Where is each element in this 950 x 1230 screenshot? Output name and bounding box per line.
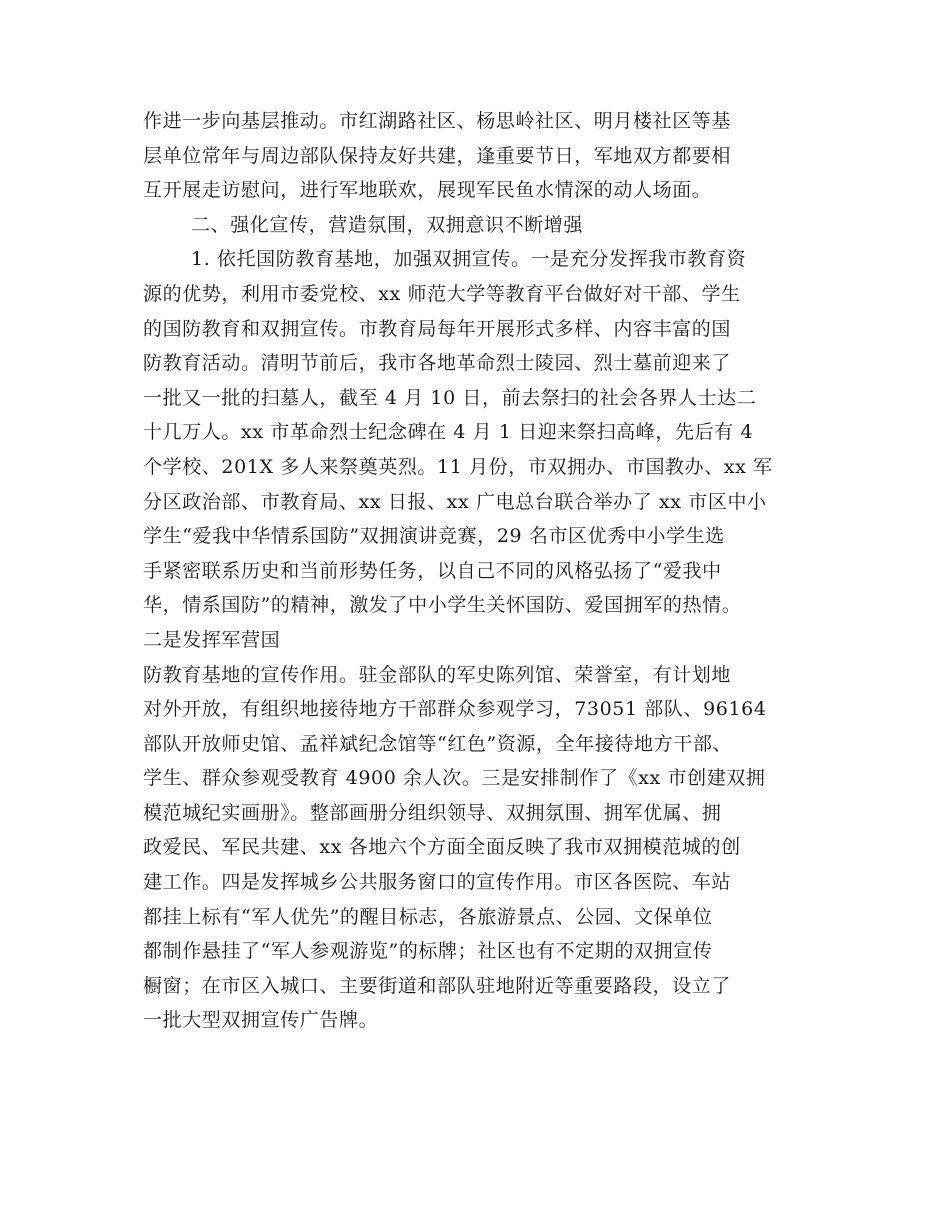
- text-line: 对外开放，有组织地接待地方干部群众参观学习，73051 部队、96164: [143, 698, 767, 721]
- text-line: 防教育活动。清明节前后，我市各地革命烈士陵园、烈士墓前迎来了: [143, 352, 732, 375]
- text-line: 政爱民、军民共建、xx 各地六个方面全面反映了我市双拥模范城的创: [143, 836, 741, 859]
- text-line: 学生、群众参观受教育 4900 余人次。三是安排制作了《xx 市创建双拥: [143, 767, 766, 790]
- text-line: 都制作悬挂了“军人参观游览”的标牌；社区也有不定期的双拥宣传: [143, 940, 713, 963]
- document-body: [143, 104, 813, 1038]
- text-line: 源的优势，利用市委党校、xx 师范大学等教育平台做好对干部、学生: [143, 282, 741, 305]
- text-line: 互开展走访慰问，进行军地联欢，展现军民鱼水情深的动人场面。: [143, 179, 712, 202]
- text-line: 层单位常年与周边部队保持友好共建，逢重要节日，军地双方都要相: [143, 144, 732, 167]
- text-line: 模范城纪实画册》。整部画册分组织领导、双拥氛围、拥军优属、拥: [143, 801, 722, 824]
- text-line: 一批大型双拥宣传广告牌。: [143, 1009, 379, 1032]
- text-line: 分区政治部、市教育局、xx 日报、xx 广电总台联合举办了 xx 市区中小: [143, 490, 767, 513]
- text-line: 的国防教育和双拥宣传。市教育局每年开展形式多样、内容丰富的国: [143, 317, 732, 340]
- section-heading: 二、强化宣传，营造氛围，双拥意识不断增强: [191, 213, 584, 236]
- text-line: 手紧密联系历史和当前形势任务，以自己不同的风格弘扬了“爱我中: [143, 559, 722, 582]
- text-line: 个学校、201X 多人来祭奠英烈。11 月份，市双拥办、市国教办、xx 军: [143, 455, 773, 478]
- text-line: 华，情系国防”的精神，激发了中小学生关怀国防、爱国拥军的热情。: [143, 594, 742, 617]
- text-line: 1. 依托国防教育基地，加强双拥宣传。一是充分发挥我市教育资: [191, 248, 747, 271]
- text-line: 部队开放师史馆、孟祥斌纪念馆等“红色”资源，全年接待地方干部、: [143, 732, 733, 755]
- text-line: 作进一步向基层推动。市红湖路社区、杨思岭社区、明月楼社区等基: [143, 110, 732, 132]
- text-line: 二是发挥军营国: [143, 628, 281, 651]
- text-line: 防教育基地的宣传作用。驻金部队的军史陈列馆、荣誉室，有计划地: [143, 663, 732, 686]
- text-line: 橱窗；在市区入城口、主要街道和部队驻地附近等重要路段，设立了: [143, 974, 732, 997]
- text-line: 一批又一批的扫墓人，截至 4 月 10 日，前去祭扫的社会各界人士达二: [143, 386, 757, 409]
- text-line: 建工作。四是发挥城乡公共服务窗口的宣传作用。市区各医院、车站: [143, 871, 732, 894]
- text-line: 都挂上标有“军人优先”的醒目标志，各旅游景点、公园、文保单位: [143, 905, 713, 928]
- text-line: 学生“爱我中华情系国防”双拥演讲竞赛，29 名市区优秀中小学生选: [143, 525, 725, 548]
- text-line: 十几万人。xx 市革命烈士纪念碑在 4 月 1 日迎来祭扫高峰，先后有 4: [143, 421, 754, 444]
